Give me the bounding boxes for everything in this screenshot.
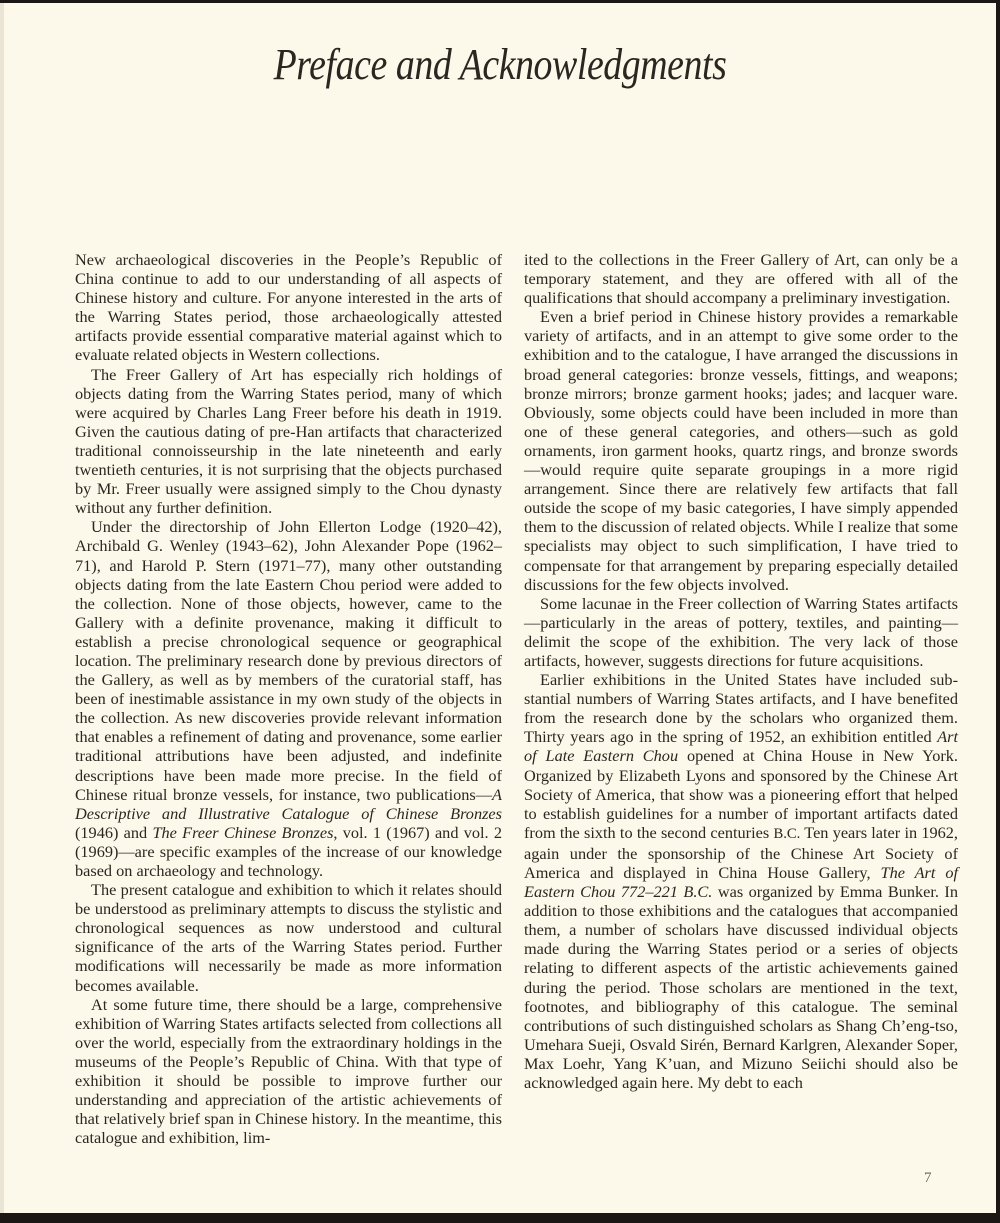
book-title: A Descriptive and Illustrative Catalogue of Chinese Bronzes [75,784,502,823]
era-abbreviation: B.C. [773,825,801,842]
paragraph: At some future time, there should be a large, comprehensive exhibition of Warring States artifacts selected from collections all over the world, especially from the extraordinary holdings in the museums of the People’s Republic of China. With that type of exhibition it should be possible to improve further our understanding and appreciation of the artistic achievements of that relatively brief span in Chinese history. In the meantime, this catalogue and exhibition, lim- [75,994,502,1148]
paragraph-text: opened at China House in New York. Organized by Elizabeth Lyons and sponsored by the Chinese Art Society of America, that show was a pioneering effort that helped to establish guidelines for a number of important artifacts dated from the sixth to the second centuries [524,746,958,842]
exhibition-title: Art of Late Eastern Chou [524,727,958,766]
paragraph: ited to the collections in the Freer Gallery of Art, can only be a temporary statement, and they are offered with all of the qualifications that should accompany a preliminary investigation. [524,250,958,308]
paragraph-text: , vol. 1 (1967) and vol. 2 (1969)—are specific examples of the increase of our knowledge based on archaeology and technology. [75,822,502,880]
paragraph [524,670,958,1092]
paragraph-text: was organized by Emma Bunker. In addition to those exhibitions and the catalogues that accompanied them, a number of scholars have discussed individual objects made during the Warring States period or a series of objects relating to different aspects of the artistic achievements gained during the period. Those scholars are mentioned in the text, footnotes, and bibliography of this catalogue. The seminal contributions of such distinguished scholars as Shang Ch’eng-tso, Umehara Sueji, Osvald Sirén, Bernard Karlgren, Alexander Soper, Max Loehr, Yang K’uan, and Mizuno Seiichi should also be acknowledged again here. My debt to each [524,882,958,1093]
right-column [524,250,958,1092]
paragraph-text: (1946) and [75,822,153,842]
exhibition-title: The Art of Eastern Chou 772–221 B.C. [524,863,958,902]
page-title: Preface and Acknowledgments [273,40,727,89]
paragraph: Even a brief period in Chinese history provides a remarkable variety of artifacts, and in an attempt to give some order to the exhibition and to the catalogue, I have arranged the discussions in broad general categories: bronze vessels, fittings, and weapons; bronze mirrors; bronze garment hooks; jades; and lacquer ware. Obviously, some objects could have been included in more than one of these general categories, and others—such as gold ornaments, iron garment hooks, quartz rings, and bronze swords—would require quite separate groupings in a more rigid arrangement. Since there are relatively few artifacts that fall outside the scope of my basic categories, I have simply appended them to the discussion of related objects. While I realize that some specialists may object to such simplification, I have tried to compensate for that arrangement by preparing especially detailed discussions for the few objects involved. [524,307,958,594]
paragraph-text: Under the directorship of John Ellerton Lodge (1920–42), Archibald G. Wenley (1943–62), John Alexander Pope (1962–71), and Harold P. Stern (1971–77), many other outstanding objects dating from the late Eastern Chou period were added to the collection. None of those objects, however, came to the Gallery with a definite provenance, making it difficult to establish a precise chronological sequence or geographical location. The preliminary research done by previous directors of the Gallery, as well as by members of the curatorial staff, has been of inestimable assistance in my own study of the objects in the collection. As new discoveries provide relevant information that enables a refinement of dating and provenance, some earlier traditional attributions have been adjusted, and indefinite descriptions have been made more precise. In the field of Chinese ritual bronze vessels, for instance, two publications— [75,517,502,804]
paragraph: The Freer Gallery of Art has especially rich holdings of objects dating from the Warring States period, many of which were acquired by Charles Lang Freer before his death in 1919. Given the cautious dating of pre-Han artifacts that characterized traditional connoisseurship in the late nineteenth and early twentieth centuries, it is not surprising that the objects purchased by Mr. Freer usually were assigned simply to the Chou dynasty without any further definition. [75,364,502,518]
paragraph [75,517,502,880]
book-title: The Freer Chinese Bronzes [152,822,334,842]
paragraph: The present catalogue and exhibition to which it relates should be understood as preliminary attempts to discuss the stylistic and chronological sequences as now understood and cultural significance of the arts of the Warring States period. Further modifications will necessarily be made as more information becomes available. [75,880,502,995]
paragraph-text: Earlier exhibitions in the United States have included substantial numbers of Warring States artifacts, and I have benefited from the research done by the scholars who organized them. Thirty years ago in the spring of 1952, an exhibition entitled [524,670,958,747]
paragraph: New archaeological discoveries in the People’s Republic of China continue to add to our understanding of all aspects of Chinese history and culture. For anyone interested in the arts of the Warring States period, those archaeologically attested artifacts provide essential comparative material against which to evaluate related objects in Western collections. [75,250,502,365]
paragraph: Some lacunae in the Freer collection of Warring States artifacts—particularly in the areas of pottery, textiles, and painting—delimit the scope of the exhibition. The very lack of those artifacts, however, suggests directions for future acquisitions. [524,593,958,670]
page-number: 7 [924,1170,932,1186]
left-column [75,250,502,1147]
paragraph-text: Ten years later in 1962, again under the sponsorship of the Chinese Art Society of America and displayed in China House Gallery, [524,822,958,882]
book-page [0,3,996,1213]
